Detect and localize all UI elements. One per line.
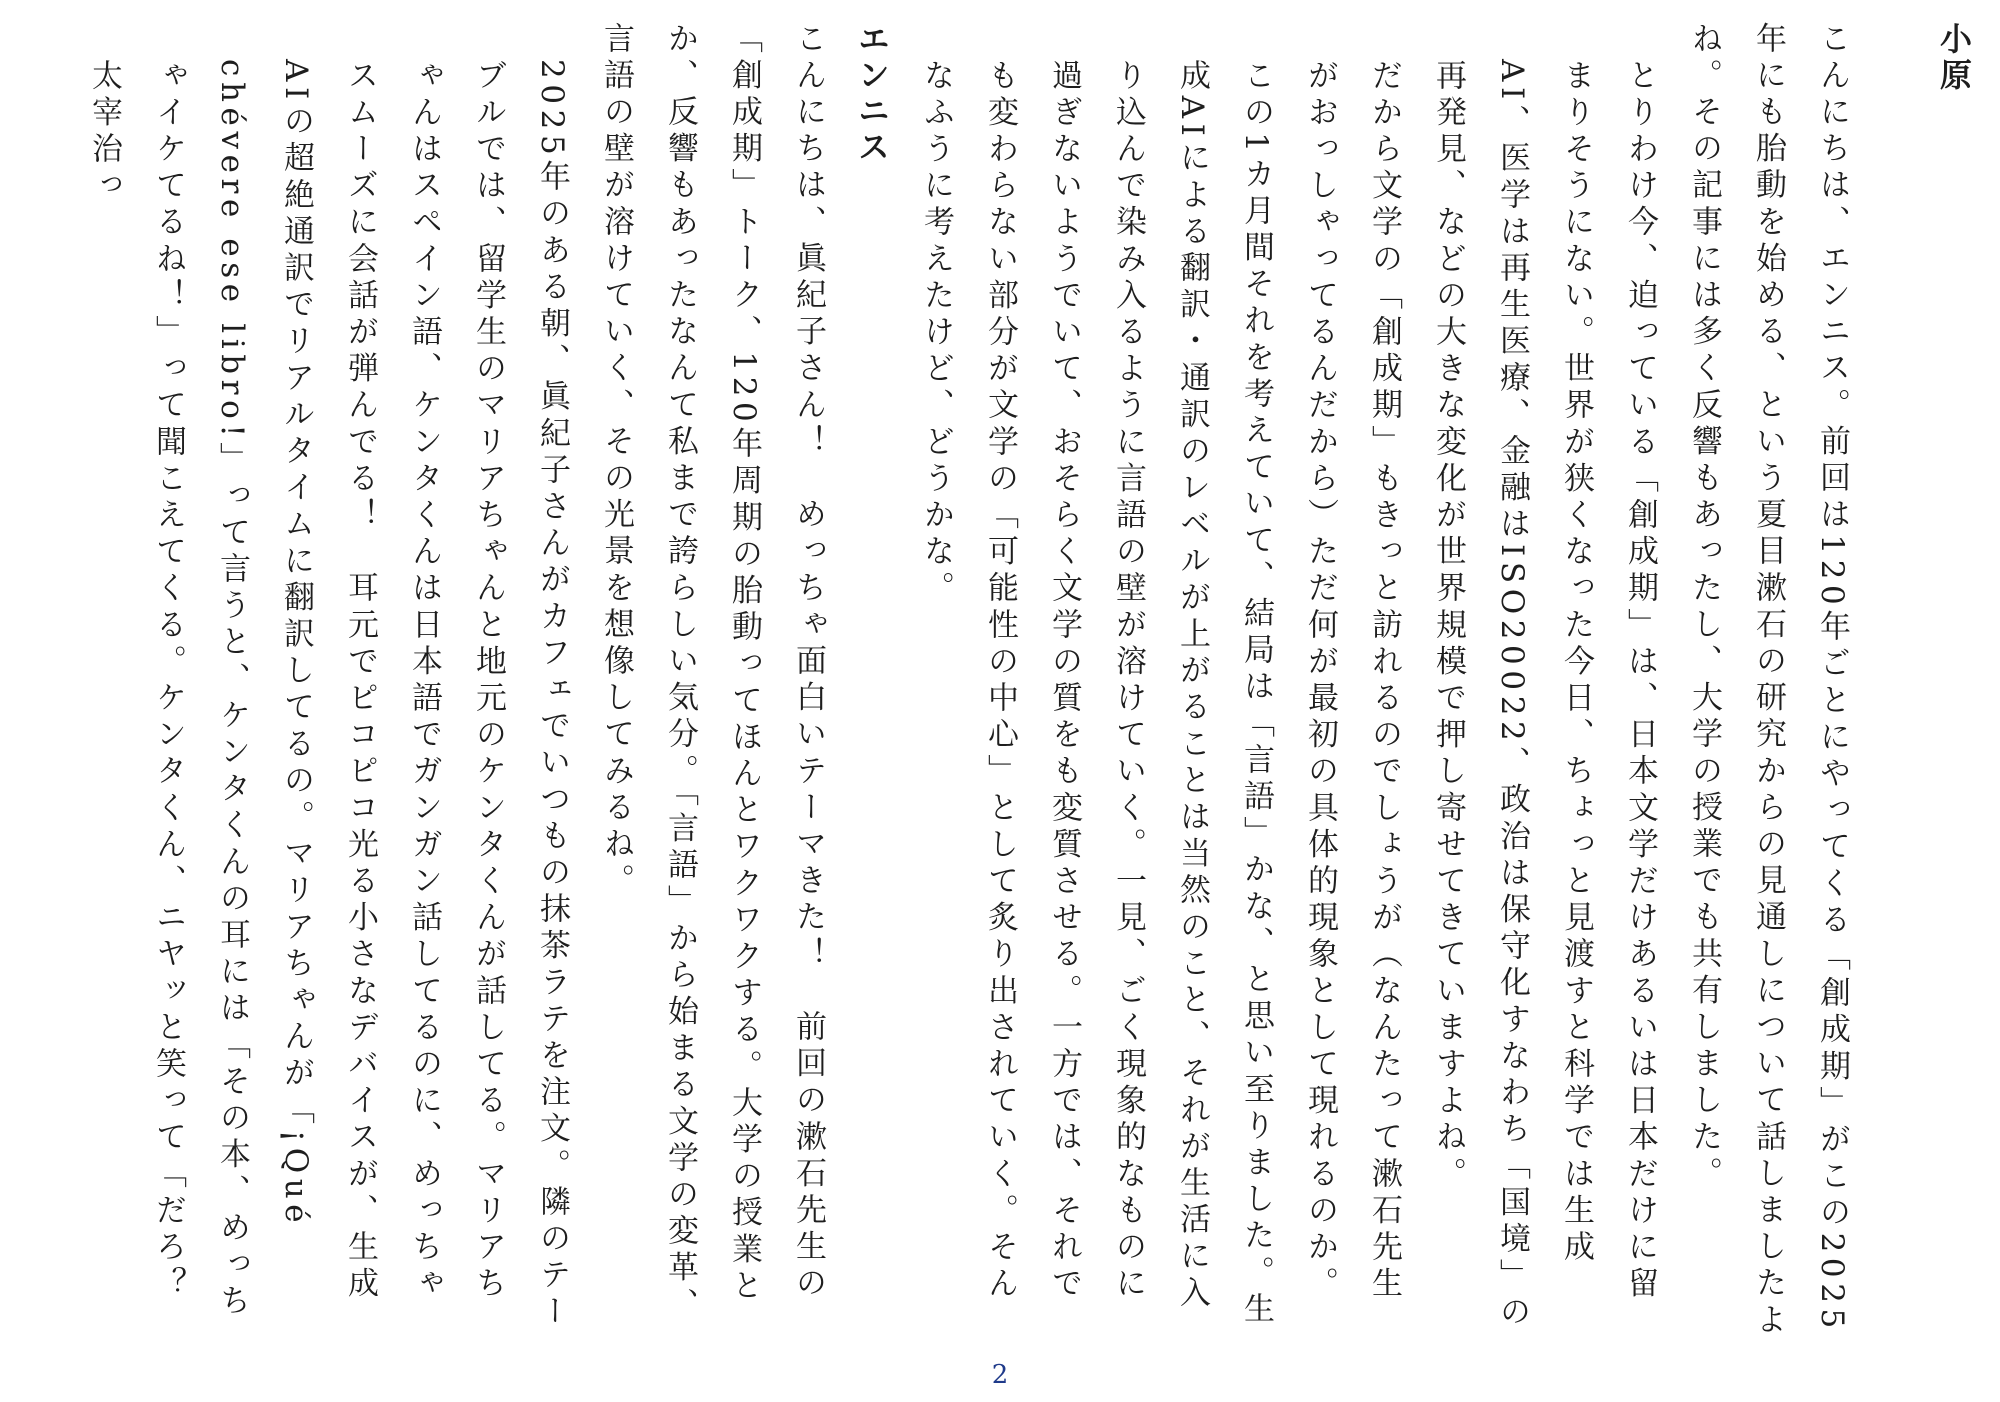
speaker-block-ennis — [72, 22, 904, 1340]
speaker-block-ohara — [904, 22, 1986, 1340]
paragraph: こんにちは、眞紀子さん！ めっちゃ面白いテーマきた！ 前回の漱石先生の「創成期」トーク、120年周期の胎動ってほんとワクワクする。大学の授業とか、反響もあったなんて私まで誇らしい気分。「言語」から始まる文学の変革、言語の壁が溶けていく、その光景を想像してみるね。 — [598, 22, 826, 1325]
paragraph: こんにちは、エンニス。前回は120年ごとにやってくる「創成期」がこの2025年にも胎動を始める、という夏目漱石の研究からの見通しについて話しましたよね。その記事には多く反響もあったし、大学の授業でも共有しました。 — [1686, 22, 1850, 1340]
vertical-text-body — [10, 22, 1986, 1340]
page-number: 2 — [991, 1360, 1009, 1390]
paragraph: 2025年のある朝、眞紀子さんがカフェでいつもの抹茶ラテを注文。隣のテーブルでは、留学生のマリアちゃんと地元のケンタくんが話してる。マリアちゃんはスペイン語、ケンタくんは日本語でガンガン話してるのに、めっちゃスムーズに会話が弾んでる！ 耳元でピコピコ光る小さなデバイスが、生成AIの超絶通訳でリアルタイムに翻訳してるの。マリアちゃんが「¡Qué chévere ese libro!」って言うと、ケンタくんの耳には「その本、めっちゃイケてるね！」って聞こえてくる。ケンタくん、ニヤッと笑って「だろ？ 太宰治っ — [86, 59, 570, 1340]
speaker-name: エンニス — [853, 22, 891, 166]
speaker-name: 小原 — [1935, 22, 1973, 94]
paragraph: だから文学の「創成期」もきっと訪れるのでしょうが（なんたって漱石先生がおっしゃってるんだから）ただ何が最初の具体的現象として現れるのか。この1カ月間それを考えていて、結局は「言語」かな、と思い至りました。生成AIによる翻訳・通訳のレベルが上がることは当然のこと、それが生活に入り込んで染み入るように言語の壁が溶けていく。一見、ごく現象的なものに過ぎないようでいて、おそらく文学の質をも変質させる。一方では、それでも変わらない部分が文学の「可能性の中心」として炙り出されていく。そんなふうに考えたけど、どうかな。 — [918, 59, 1402, 1329]
paragraph: とりわけ今、迫っている「創成期」は、日本文学だけあるいは日本だけに留まりそうにない。世界が狭くなった今日、ちょっと見渡すと科学では生成AI、医学は再生医療、金融はISO20022、政治は保守化すなわち「国境」の再発見、などの大きな変化が世界規模で押し寄せてきていますよね。 — [1430, 59, 1658, 1333]
